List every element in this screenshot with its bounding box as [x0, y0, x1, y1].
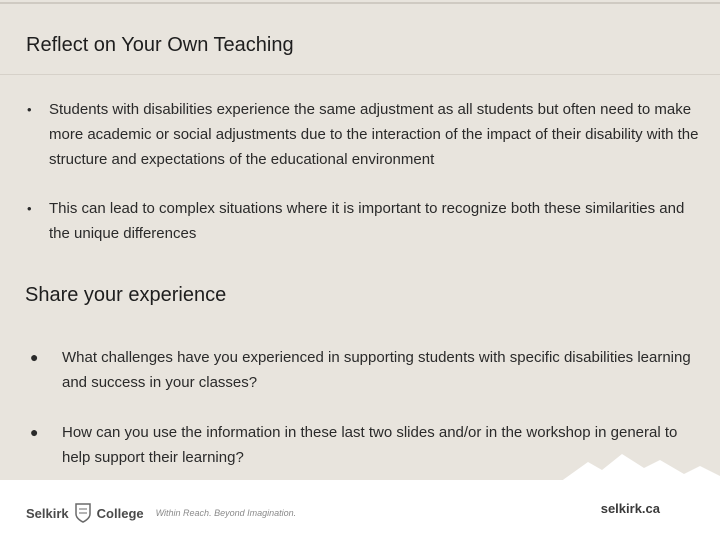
logo-word-college: College: [96, 505, 144, 521]
list-item: [27, 97, 707, 172]
section-title-share: Share your experience: [25, 284, 227, 306]
list-item: [30, 345, 705, 395]
bullet-text: What challenges have you experienced in supporting students with specific disabilities learning and success in your classes?: [62, 349, 691, 391]
bullet-text: How can you use the information in these last two slides and/or in the workshop in general to help support their learning?: [62, 424, 678, 466]
bullet-marker: •: [27, 201, 32, 216]
bullet-marker: ●: [30, 349, 39, 365]
website-link[interactable]: selkirk.ca: [600, 501, 660, 516]
crest-icon: [74, 502, 92, 524]
list-item: [27, 196, 707, 246]
footer: [0, 480, 720, 540]
bullet-text: This can lead to complex situations where it is important to recognize both these similarities and the unique differences: [49, 200, 685, 242]
top-divider: [0, 2, 720, 4]
mountain-decoration-icon: [560, 452, 720, 482]
bullet-marker: •: [27, 102, 32, 117]
bullet-text: Students with disabilities experience the same adjustment as all students but often need to make more academic or social adjustments due to the interaction of the impact of their disability with the structure and expectations of the educational environment: [49, 101, 699, 168]
college-logo: [26, 502, 296, 524]
bullet-marker: ●: [30, 424, 39, 440]
section-title-reflect: Reflect on Your Own Teaching: [26, 34, 294, 56]
reflect-bullet-list: [27, 97, 707, 270]
tagline: Within Reach. Beyond Imagination.: [155, 508, 297, 518]
logo-word-selkirk: Selkirk: [26, 505, 69, 521]
title-divider: [0, 74, 720, 75]
